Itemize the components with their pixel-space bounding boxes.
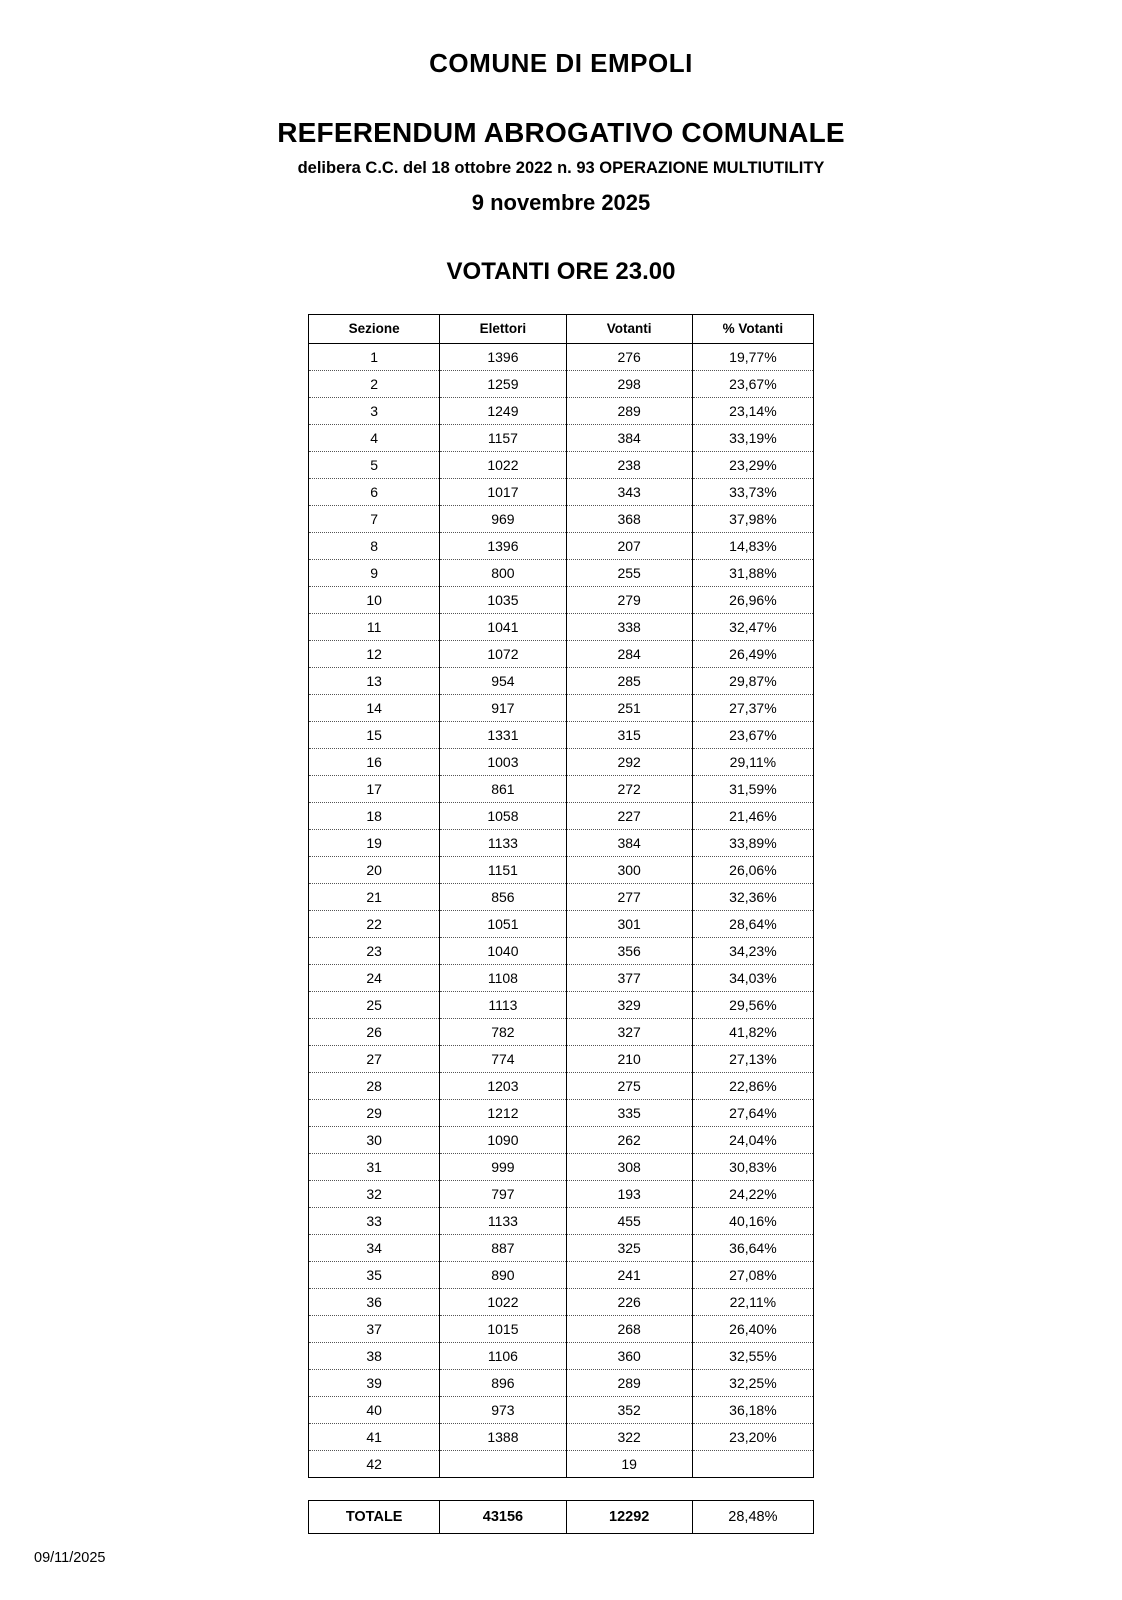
- cell-elettori: 1090: [440, 1127, 566, 1154]
- cell-elettori: 1017: [440, 479, 566, 506]
- cell-elettori: 1396: [440, 533, 566, 560]
- cell-sezione: 2: [309, 371, 440, 398]
- cell-sezione: 29: [309, 1100, 440, 1127]
- table-row: [309, 668, 814, 695]
- cell-percentuale: 33,89%: [692, 830, 813, 857]
- table-row: [309, 830, 814, 857]
- cell-elettori: 999: [440, 1154, 566, 1181]
- cell-sezione: 6: [309, 479, 440, 506]
- cell-votanti: 210: [566, 1046, 692, 1073]
- cell-elettori: 1249: [440, 398, 566, 425]
- table-row: [309, 1208, 814, 1235]
- cell-elettori: 973: [440, 1397, 566, 1424]
- cell-votanti: 238: [566, 452, 692, 479]
- cell-percentuale: 27,08%: [692, 1262, 813, 1289]
- cell-percentuale: 32,47%: [692, 614, 813, 641]
- cell-elettori: 1015: [440, 1316, 566, 1343]
- cell-votanti: 193: [566, 1181, 692, 1208]
- cell-sezione: 17: [309, 776, 440, 803]
- cell-elettori: 1396: [440, 344, 566, 371]
- results-table: [308, 314, 814, 1478]
- cell-elettori: 800: [440, 560, 566, 587]
- cell-percentuale: 26,96%: [692, 587, 813, 614]
- cell-elettori: 1113: [440, 992, 566, 1019]
- cell-votanti: 292: [566, 749, 692, 776]
- cell-elettori: 917: [440, 695, 566, 722]
- cell-percentuale: 40,16%: [692, 1208, 813, 1235]
- total-percentuale: 28,48%: [728, 1509, 778, 1525]
- cell-percentuale: 27,37%: [692, 695, 813, 722]
- column-header-elettori: Elettori: [440, 315, 566, 344]
- cell-votanti: 308: [566, 1154, 692, 1181]
- cell-sezione: 9: [309, 560, 440, 587]
- cell-votanti: 343: [566, 479, 692, 506]
- cell-elettori: 1388: [440, 1424, 566, 1451]
- table-row: [309, 1100, 814, 1127]
- cell-sezione: 13: [309, 668, 440, 695]
- cell-votanti: 384: [566, 425, 692, 452]
- cell-votanti: 227: [566, 803, 692, 830]
- table-row: [309, 722, 814, 749]
- cell-percentuale: 32,36%: [692, 884, 813, 911]
- cell-votanti: 338: [566, 614, 692, 641]
- cell-votanti: 275: [566, 1073, 692, 1100]
- cell-percentuale: 29,87%: [692, 668, 813, 695]
- table-row: [309, 1127, 814, 1154]
- cell-elettori: 774: [440, 1046, 566, 1073]
- referendum-subtitle: delibera C.C. del 18 ottobre 2022 n. 93 OPERAZIONE MULTIUTILITY: [297, 159, 825, 177]
- table-row: [309, 695, 814, 722]
- table-row: [309, 965, 814, 992]
- cell-sezione: 27: [309, 1046, 440, 1073]
- cell-percentuale: 23,29%: [692, 452, 813, 479]
- cell-percentuale: 33,73%: [692, 479, 813, 506]
- cell-votanti: 356: [566, 938, 692, 965]
- table-row: [309, 371, 814, 398]
- cell-votanti: 455: [566, 1208, 692, 1235]
- table-row: [309, 533, 814, 560]
- cell-sezione: 1: [309, 344, 440, 371]
- cell-votanti: 272: [566, 776, 692, 803]
- referendum-title: REFERENDUM ABROGATIVO COMUNALE: [277, 117, 845, 148]
- cell-elettori: 1151: [440, 857, 566, 884]
- table-row: [309, 1019, 814, 1046]
- table-row: [309, 506, 814, 533]
- column-header-votanti: Votanti: [566, 315, 692, 344]
- column-header-percentuale: % Votanti: [692, 315, 813, 344]
- table-row: [309, 344, 814, 371]
- cell-percentuale: 30,83%: [692, 1154, 813, 1181]
- table-row: [309, 560, 814, 587]
- cell-sezione: 3: [309, 398, 440, 425]
- table-row: [309, 911, 814, 938]
- table-row: [309, 641, 814, 668]
- cell-votanti: 268: [566, 1316, 692, 1343]
- cell-votanti: 251: [566, 695, 692, 722]
- table-row: [309, 1262, 814, 1289]
- cell-votanti: 360: [566, 1343, 692, 1370]
- cell-sezione: 14: [309, 695, 440, 722]
- cell-percentuale: 23,14%: [692, 398, 813, 425]
- cell-votanti: 335: [566, 1100, 692, 1127]
- cell-sezione: 5: [309, 452, 440, 479]
- cell-sezione: 38: [309, 1343, 440, 1370]
- cell-elettori: 1212: [440, 1100, 566, 1127]
- table-row: [309, 425, 814, 452]
- cell-sezione: 39: [309, 1370, 440, 1397]
- table-row: [309, 479, 814, 506]
- table-row: [309, 1235, 814, 1262]
- cell-elettori: 1072: [440, 641, 566, 668]
- cell-percentuale: 32,25%: [692, 1370, 813, 1397]
- cell-elettori: 1003: [440, 749, 566, 776]
- cell-percentuale: 31,59%: [692, 776, 813, 803]
- table-row: [309, 938, 814, 965]
- referendum-date: 9 novembre 2025: [471, 190, 651, 215]
- cell-votanti: 352: [566, 1397, 692, 1424]
- cell-votanti: 207: [566, 533, 692, 560]
- document-header: [0, 0, 1122, 286]
- footer-date: 09/11/2025: [34, 1550, 106, 1566]
- cell-percentuale: 27,64%: [692, 1100, 813, 1127]
- cell-percentuale: 34,23%: [692, 938, 813, 965]
- cell-percentuale: 36,64%: [692, 1235, 813, 1262]
- cell-votanti: 322: [566, 1424, 692, 1451]
- cell-votanti: 298: [566, 371, 692, 398]
- cell-sezione: 30: [309, 1127, 440, 1154]
- cell-votanti: 241: [566, 1262, 692, 1289]
- cell-elettori: 896: [440, 1370, 566, 1397]
- cell-percentuale: 22,11%: [692, 1289, 813, 1316]
- cell-votanti: 262: [566, 1127, 692, 1154]
- cell-sezione: 41: [309, 1424, 440, 1451]
- cell-sezione: 40: [309, 1397, 440, 1424]
- cell-elettori: 890: [440, 1262, 566, 1289]
- table-row: [309, 1046, 814, 1073]
- cell-elettori: 797: [440, 1181, 566, 1208]
- table-row: [309, 1289, 814, 1316]
- cell-percentuale: 32,55%: [692, 1343, 813, 1370]
- cell-percentuale: 28,64%: [692, 911, 813, 938]
- cell-percentuale: 14,83%: [692, 533, 813, 560]
- table-row: [309, 614, 814, 641]
- total-label: TOTALE: [309, 1501, 440, 1534]
- cell-elettori: 1259: [440, 371, 566, 398]
- cell-elettori: 1051: [440, 911, 566, 938]
- cell-votanti: 285: [566, 668, 692, 695]
- cell-sezione: 34: [309, 1235, 440, 1262]
- cell-sezione: 24: [309, 965, 440, 992]
- table-row: [309, 992, 814, 1019]
- table-row: [309, 452, 814, 479]
- cell-votanti: 325: [566, 1235, 692, 1262]
- cell-percentuale: 24,04%: [692, 1127, 813, 1154]
- cell-percentuale: 37,98%: [692, 506, 813, 533]
- cell-percentuale: 34,03%: [692, 965, 813, 992]
- total-table: [308, 1500, 814, 1534]
- cell-elettori: 1133: [440, 1208, 566, 1235]
- cell-votanti: 301: [566, 911, 692, 938]
- results-table-container: [308, 314, 814, 1478]
- cell-elettori: 1157: [440, 425, 566, 452]
- page-title: COMUNE DI EMPOLI: [429, 48, 693, 78]
- section-heading: VOTANTI ORE 23.00: [446, 258, 676, 285]
- cell-sezione: 16: [309, 749, 440, 776]
- cell-votanti: 377: [566, 965, 692, 992]
- cell-sezione: 32: [309, 1181, 440, 1208]
- cell-votanti: 19: [566, 1451, 692, 1478]
- cell-votanti: 277: [566, 884, 692, 911]
- cell-percentuale: 22,86%: [692, 1073, 813, 1100]
- cell-percentuale: 31,88%: [692, 560, 813, 587]
- table-row: [309, 803, 814, 830]
- table-header-row: [309, 315, 814, 344]
- cell-elettori: 1041: [440, 614, 566, 641]
- cell-percentuale: 23,20%: [692, 1424, 813, 1451]
- table-row: [309, 857, 814, 884]
- cell-sezione: 42: [309, 1451, 440, 1478]
- cell-elettori: 954: [440, 668, 566, 695]
- cell-percentuale: 23,67%: [692, 371, 813, 398]
- table-row: [309, 587, 814, 614]
- cell-elettori: 1331: [440, 722, 566, 749]
- cell-sezione: 21: [309, 884, 440, 911]
- cell-sezione: 20: [309, 857, 440, 884]
- cell-percentuale: 21,46%: [692, 803, 813, 830]
- table-row: [309, 1073, 814, 1100]
- table-row: [309, 1343, 814, 1370]
- cell-sezione: 25: [309, 992, 440, 1019]
- results-table-body: [309, 344, 814, 1478]
- column-header-sezione: Sezione: [309, 315, 440, 344]
- cell-sezione: 33: [309, 1208, 440, 1235]
- total-elettori: 43156: [440, 1501, 566, 1534]
- cell-percentuale: 24,22%: [692, 1181, 813, 1208]
- cell-sezione: 35: [309, 1262, 440, 1289]
- table-row: [309, 1424, 814, 1451]
- table-row: [309, 776, 814, 803]
- cell-elettori: 1108: [440, 965, 566, 992]
- cell-votanti: 284: [566, 641, 692, 668]
- table-row: [309, 1397, 814, 1424]
- cell-sezione: 4: [309, 425, 440, 452]
- table-row: [309, 1451, 814, 1478]
- table-row: [309, 1154, 814, 1181]
- cell-votanti: 289: [566, 398, 692, 425]
- cell-sezione: 11: [309, 614, 440, 641]
- cell-elettori: 782: [440, 1019, 566, 1046]
- total-row: [309, 1501, 814, 1534]
- cell-votanti: 226: [566, 1289, 692, 1316]
- cell-percentuale: 19,77%: [692, 344, 813, 371]
- cell-sezione: 18: [309, 803, 440, 830]
- cell-sezione: 19: [309, 830, 440, 857]
- cell-elettori: [440, 1451, 566, 1478]
- cell-percentuale: 36,18%: [692, 1397, 813, 1424]
- cell-sezione: 15: [309, 722, 440, 749]
- cell-votanti: 300: [566, 857, 692, 884]
- table-row: [309, 749, 814, 776]
- cell-votanti: 255: [566, 560, 692, 587]
- cell-votanti: 329: [566, 992, 692, 1019]
- cell-percentuale: 26,40%: [692, 1316, 813, 1343]
- table-row: [309, 1370, 814, 1397]
- cell-votanti: 315: [566, 722, 692, 749]
- cell-sezione: 23: [309, 938, 440, 965]
- cell-votanti: 276: [566, 344, 692, 371]
- cell-sezione: 12: [309, 641, 440, 668]
- cell-elettori: 1133: [440, 830, 566, 857]
- cell-percentuale: 26,06%: [692, 857, 813, 884]
- cell-sezione: 36: [309, 1289, 440, 1316]
- cell-votanti: 279: [566, 587, 692, 614]
- cell-votanti: 384: [566, 830, 692, 857]
- cell-votanti: 368: [566, 506, 692, 533]
- cell-percentuale: 26,49%: [692, 641, 813, 668]
- cell-sezione: 7: [309, 506, 440, 533]
- cell-sezione: 31: [309, 1154, 440, 1181]
- cell-sezione: 10: [309, 587, 440, 614]
- cell-elettori: 969: [440, 506, 566, 533]
- cell-elettori: 1058: [440, 803, 566, 830]
- table-row: [309, 1181, 814, 1208]
- cell-votanti: 327: [566, 1019, 692, 1046]
- cell-elettori: 1035: [440, 587, 566, 614]
- total-votanti: 12292: [566, 1501, 692, 1534]
- cell-percentuale: 27,13%: [692, 1046, 813, 1073]
- cell-sezione: 22: [309, 911, 440, 938]
- cell-elettori: 887: [440, 1235, 566, 1262]
- cell-sezione: 26: [309, 1019, 440, 1046]
- table-row: [309, 398, 814, 425]
- cell-votanti: 289: [566, 1370, 692, 1397]
- cell-sezione: 37: [309, 1316, 440, 1343]
- cell-elettori: 856: [440, 884, 566, 911]
- cell-percentuale: 33,19%: [692, 425, 813, 452]
- cell-percentuale: 29,11%: [692, 749, 813, 776]
- cell-elettori: 861: [440, 776, 566, 803]
- cell-percentuale: 23,67%: [692, 722, 813, 749]
- total-table-container: [308, 1500, 814, 1534]
- cell-percentuale: 41,82%: [692, 1019, 813, 1046]
- table-row: [309, 884, 814, 911]
- cell-elettori: 1022: [440, 1289, 566, 1316]
- cell-elettori: 1203: [440, 1073, 566, 1100]
- cell-elettori: 1022: [440, 452, 566, 479]
- cell-elettori: 1040: [440, 938, 566, 965]
- cell-percentuale: 29,56%: [692, 992, 813, 1019]
- cell-sezione: 28: [309, 1073, 440, 1100]
- cell-elettori: 1106: [440, 1343, 566, 1370]
- cell-sezione: 8: [309, 533, 440, 560]
- table-row: [309, 1316, 814, 1343]
- cell-percentuale: [692, 1451, 813, 1478]
